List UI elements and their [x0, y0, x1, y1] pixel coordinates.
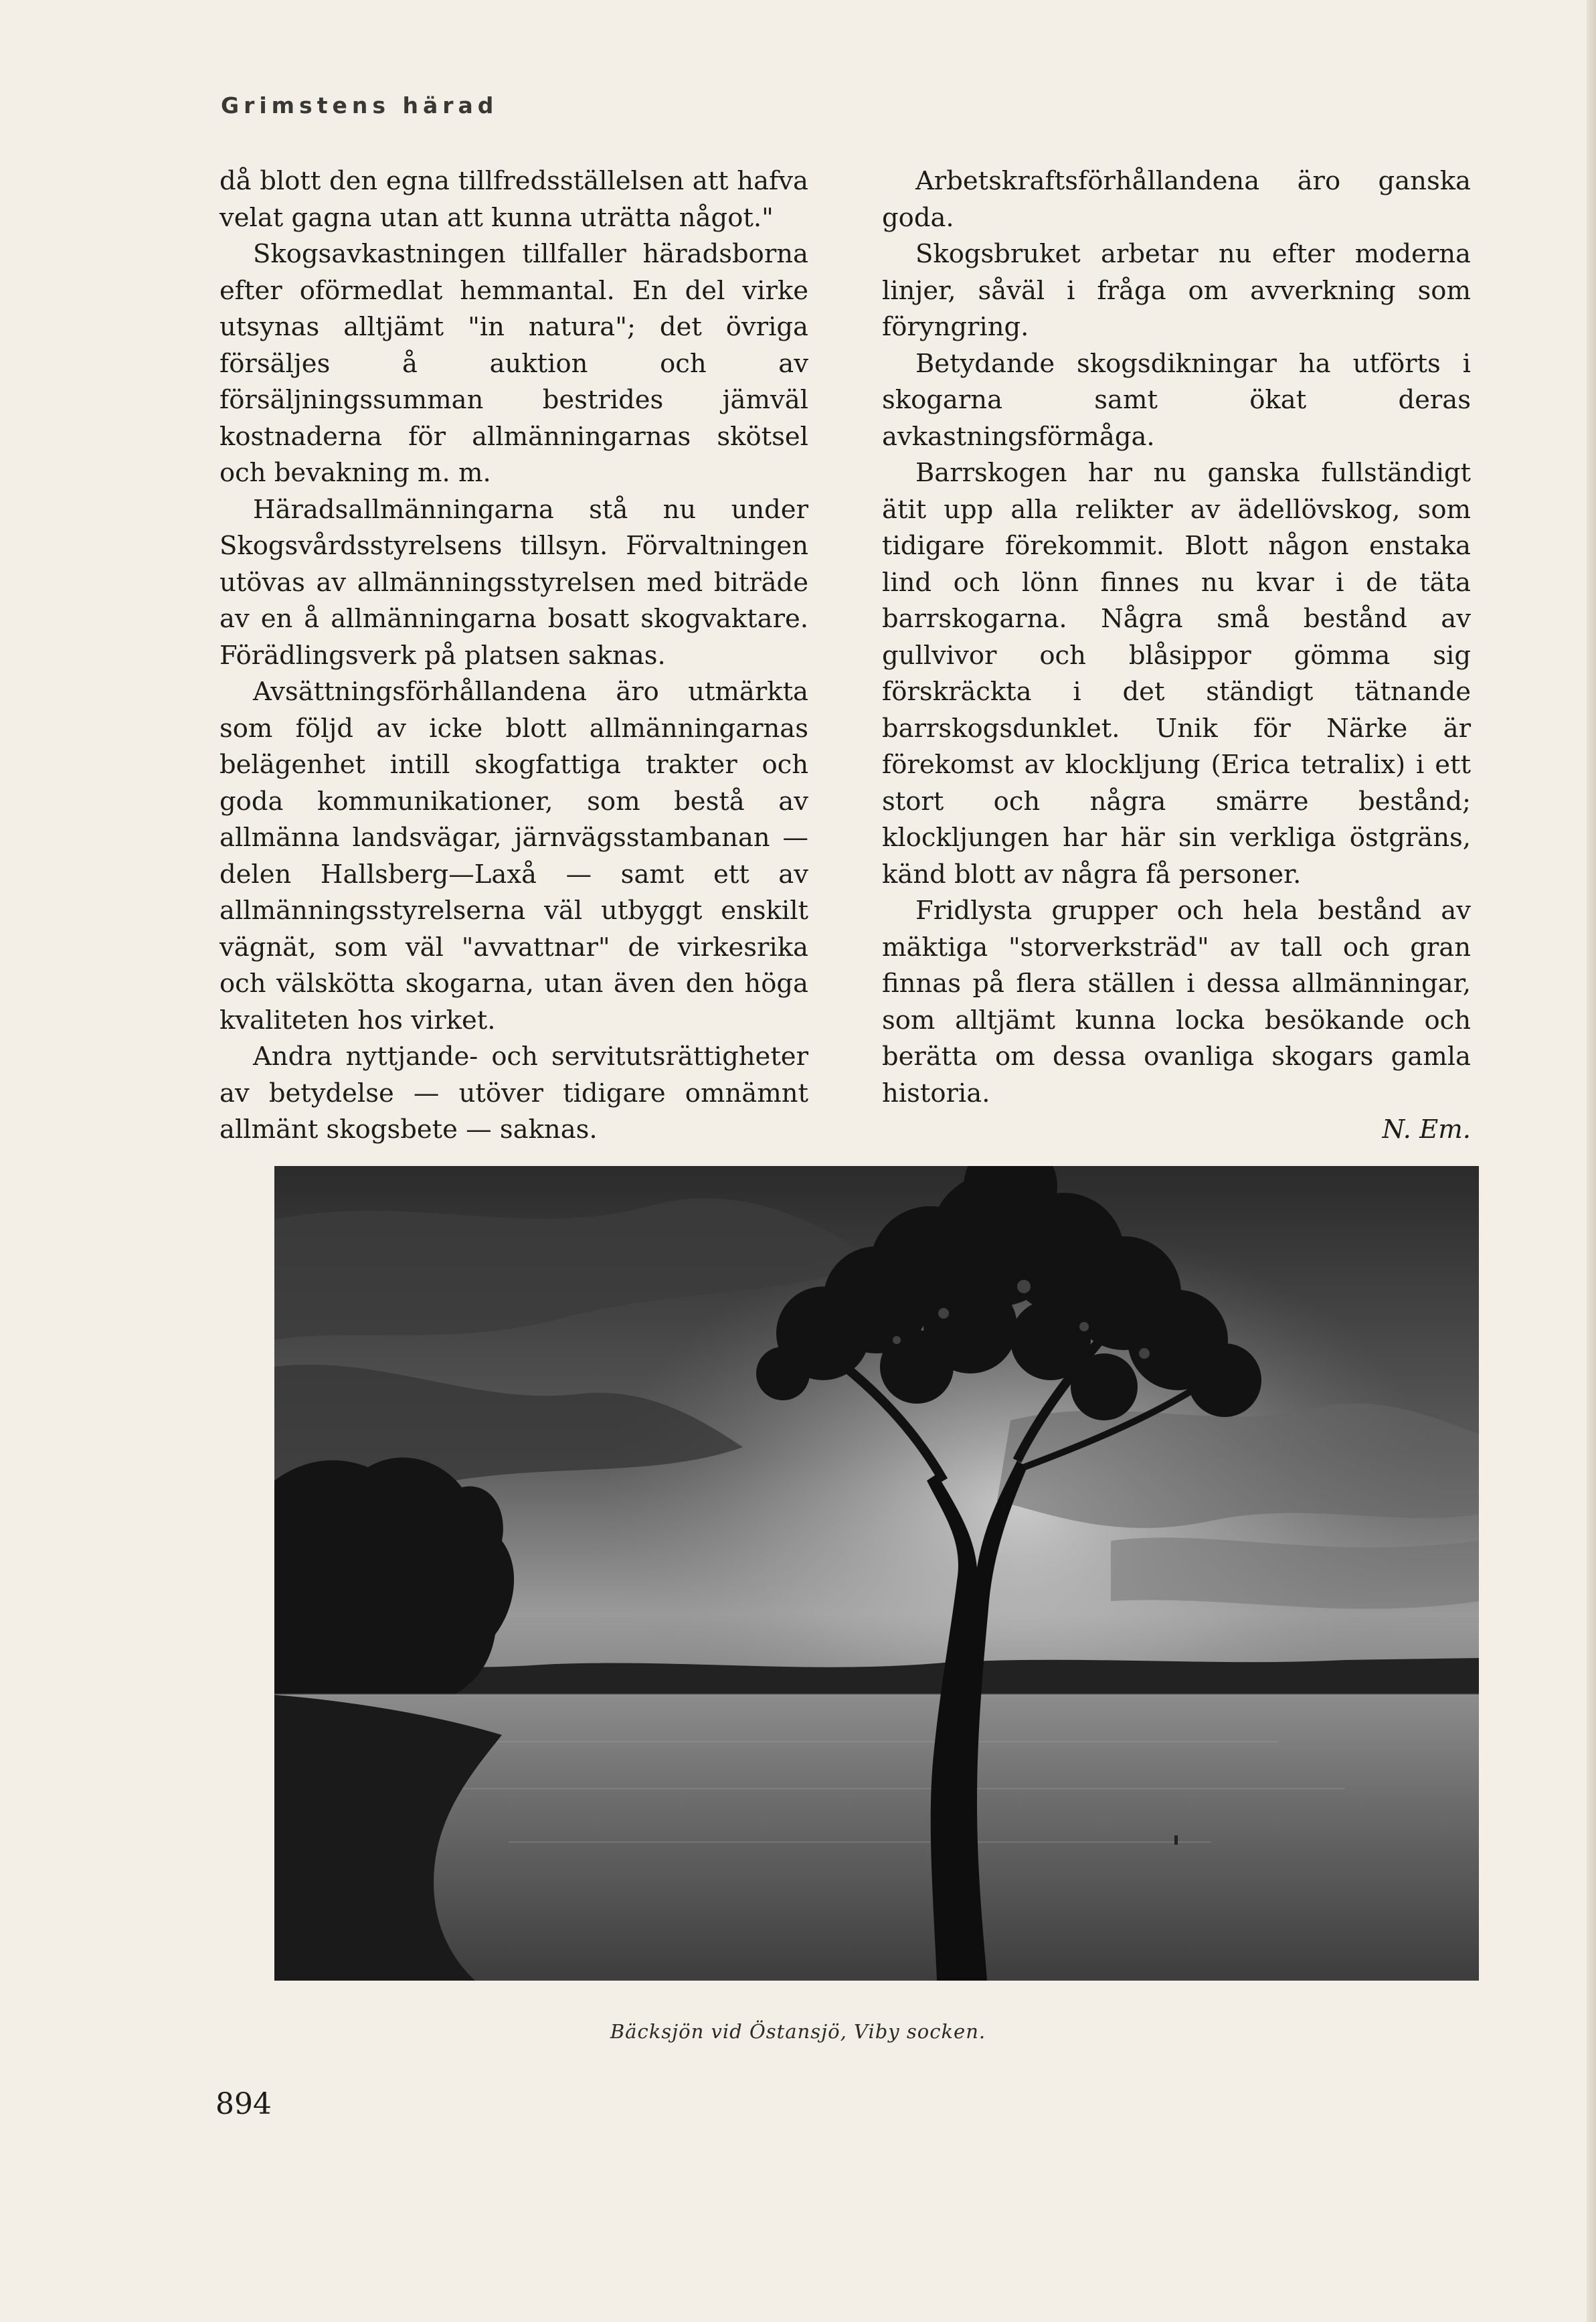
photo-caption: Bäcksjön vid Östansjö, Viby socken. — [610, 2020, 986, 2043]
running-head: Grimstens härad — [221, 92, 499, 118]
left-column — [219, 163, 808, 1149]
right-paragraph-2: Skogsbruket arbetar nu efter moderna linjer, såväl i fråga om avverkning som föryngring. — [882, 239, 1471, 342]
author-signature: N. Em. — [1382, 1114, 1471, 1145]
right-paragraph-1: Arbetskraftsförhållandena äro ganska goda. — [882, 166, 1471, 233]
left-paragraph-3: Häradsallmänningarna stå nu under Skogsvårdsstyrelsens tillsyn. Förvaltningen utövas av allmänningsstyrelsen med biträde av en å allmänningarna bosatt skogvaktare. Förädlingsverk på platsen saknas. — [219, 494, 808, 671]
left-paragraph-1: då blott den egna tillfredsställelsen att hafva velat gagna utan att kunna uträtta något." — [219, 166, 808, 233]
page-number: 894 — [215, 2087, 272, 2121]
left-paragraph-4: Avsättningsförhållandena äro utmärkta som följd av icke blott allmänningarnas belägenhet intill skogfattiga trakter och goda kommunikationer, som bestå av allmänna landsvägar, järnvägsstambanan — delen Hallsberg—Laxå — samt ett av allmänningsstyrelserna väl utbyggt enskilt vägnät, som väl "avvattnar" de virkesrika och välskötta skogarna, utan även den höga kvaliteten hos virket. — [219, 677, 808, 1035]
right-paragraph-4: Barrskogen har nu ganska fullständigt ätit upp alla relikter av ädellövskog, som tidigare förekommit. Blott någon enstaka lind och lönn finnes nu kvar i de täta barrskogarna. Några små bestånd av gullvivor och blåsippor gömma sig förskräckta i det ständigt tätnande barrskogsdunklet. Unik för Närke är förekomst av klockljung (Erica tetralix) i ett stort och några smärre bestånd; klockljungen har här sin verkliga östgräns, känd blott av några få personer. — [882, 458, 1471, 890]
right-column — [882, 163, 1471, 1149]
lake-photograph — [274, 1166, 1479, 1981]
left-paragraph-5: Andra nyttjande- och servitutsrättigheter av betydelse — utöver tidigare omnämnt allmänt skogsbete — saknas. — [219, 1042, 808, 1145]
lake-photograph-drawing — [274, 1166, 1479, 1981]
page-edge — [1587, 0, 1596, 2322]
left-paragraph-2: Skogsavkastningen tillfaller häradsborna efter oförmedlat hemmantal. En del virke utsynas alltjämt "in natura"; det övriga försäljes å auktion och av försäljningssumman bestrides jämväl kostnaderna för allmänningarnas skötsel och bevakning m. m. — [219, 239, 808, 488]
right-paragraph-3: Betydande skogsdikningar ha utförts i skogarna samt ökat deras avkastningsförmåga. — [882, 348, 1471, 452]
right-paragraph-5: Fridlysta grupper och hela bestånd av mäktiga "storverksträd" av tall och gran finnas på flera ställen i dessa allmänningar, som alltjämt kunna locka besökande och berätta om dessa ovanliga skogars gamla historia. — [882, 896, 1471, 1108]
